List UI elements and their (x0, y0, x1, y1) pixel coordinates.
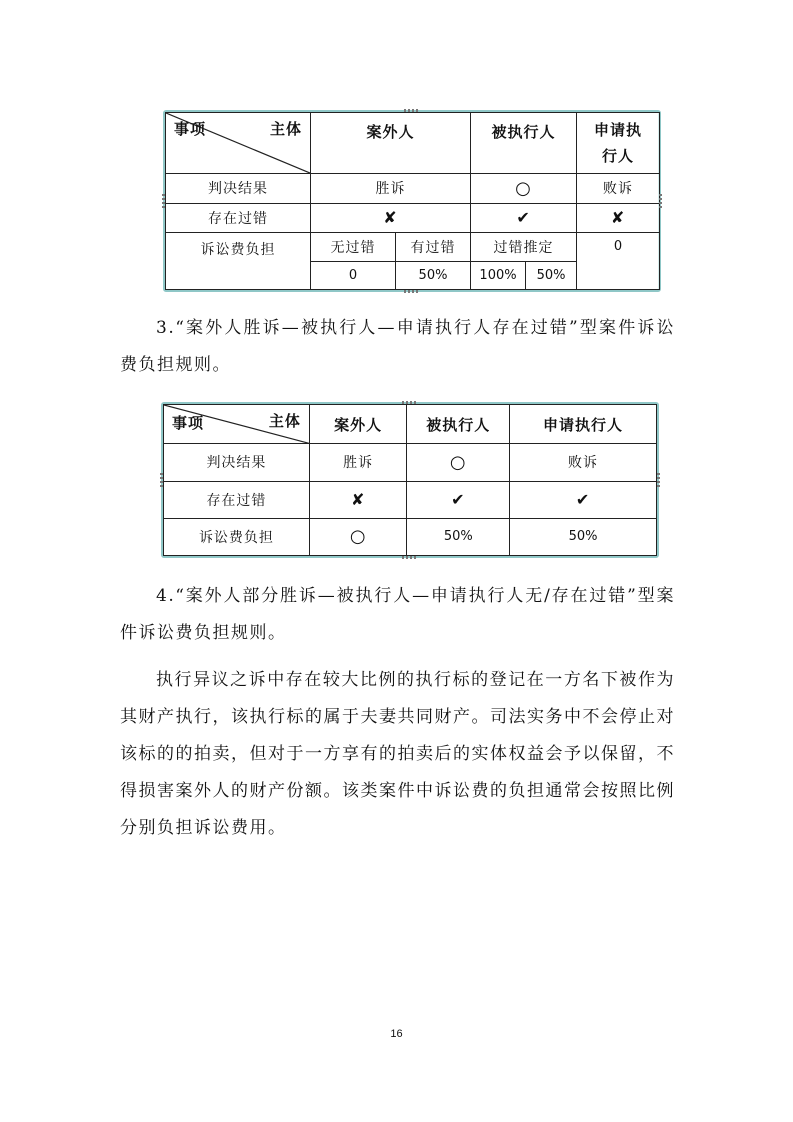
table-1 (163, 110, 661, 292)
judgment-applicant: 败诉 (510, 444, 657, 481)
fee-has-fault-value: 50% (396, 261, 471, 290)
fault-applicant: ✔ (510, 481, 657, 518)
fee-presumed-value-2: 50% (526, 261, 577, 290)
resize-handle-icon[interactable] (162, 194, 165, 208)
fee-no-fault-value: 0 (311, 261, 396, 290)
row-header-fault: 存在过错 (166, 203, 311, 233)
fault-outsider: ✘ (309, 481, 407, 518)
fee-applicant: 0 (577, 233, 660, 290)
col-header-executee: 被执行人 (471, 113, 577, 174)
paragraph-3: 3.“案外人胜诉—被执行人—申请执行人存在过错”型案件诉讼费负担规则。 (120, 318, 675, 375)
col-header-applicant: 申请执 行人 (577, 113, 660, 174)
table-2 (161, 402, 659, 558)
row-header-fee: 诉讼费负担 (164, 518, 310, 555)
judgment-executee: ○ (471, 174, 577, 204)
table-1-grid (165, 112, 660, 290)
row-header-judgment: 判决结果 (166, 174, 311, 204)
judgment-executee: ○ (407, 444, 510, 481)
resize-handle-icon[interactable] (402, 401, 418, 404)
resize-handle-icon[interactable] (160, 473, 163, 487)
fee-executee: 50% (407, 518, 510, 555)
page-number: 16 (390, 1028, 403, 1040)
resize-handle-icon[interactable] (402, 556, 418, 559)
col-header-executee: 被执行人 (407, 405, 510, 444)
col-header-applicant: 申请执行人 (510, 405, 657, 444)
corner-bottom-label: 事项 (172, 414, 205, 432)
corner-top-label: 主体 (268, 412, 301, 430)
corner-top-label: 主体 (269, 120, 302, 138)
fee-has-fault: 有过错 (396, 233, 471, 261)
fault-outsider: ✘ (311, 203, 471, 233)
paragraph-5: 执行异议之诉中存在较大比例的执行标的登记在一方名下被作为其财产执行，该执行标的属于夫妻共同财产。司法实务中不会停止对该标的的拍卖，但对于一方享有的拍卖后的实体权益会予以保留，不得损害案外人的财产份额。该类案件中诉讼费的负担通常会按照比例分别负担诉讼费用。 (120, 670, 675, 838)
resize-handle-icon[interactable] (404, 290, 420, 293)
paragraph-4: 4.“案外人部分胜诉—被执行人—申请执行人无/存在过错”型案件诉讼费负担规则。 (120, 586, 675, 643)
fee-presumed-value-1: 100% (471, 261, 526, 290)
fee-outsider: ○ (309, 518, 407, 555)
fee-presumed: 过错推定 (471, 233, 577, 261)
fee-no-fault: 无过错 (311, 233, 396, 261)
resize-handle-icon[interactable] (657, 473, 660, 487)
table-corner-cell (166, 113, 311, 174)
fault-executee: ✔ (407, 481, 510, 518)
judgment-outsider: 胜诉 (309, 444, 407, 481)
fault-applicant: ✘ (577, 203, 660, 233)
judgment-outsider: 胜诉 (311, 174, 471, 204)
col-header-outsider: 案外人 (309, 405, 407, 444)
row-header-judgment: 判决结果 (164, 444, 310, 481)
resize-handle-icon[interactable] (659, 194, 662, 208)
row-header-fault: 存在过错 (164, 481, 310, 518)
resize-handle-icon[interactable] (404, 109, 420, 112)
corner-bottom-label: 事项 (174, 120, 207, 138)
table-corner-cell (164, 405, 310, 444)
col-header-outsider: 案外人 (311, 113, 471, 174)
fault-executee: ✔ (471, 203, 577, 233)
row-header-fee: 诉讼费负担 (166, 233, 311, 290)
fee-applicant: 50% (510, 518, 657, 555)
table-2-grid (163, 404, 657, 556)
judgment-applicant: 败诉 (577, 174, 660, 204)
